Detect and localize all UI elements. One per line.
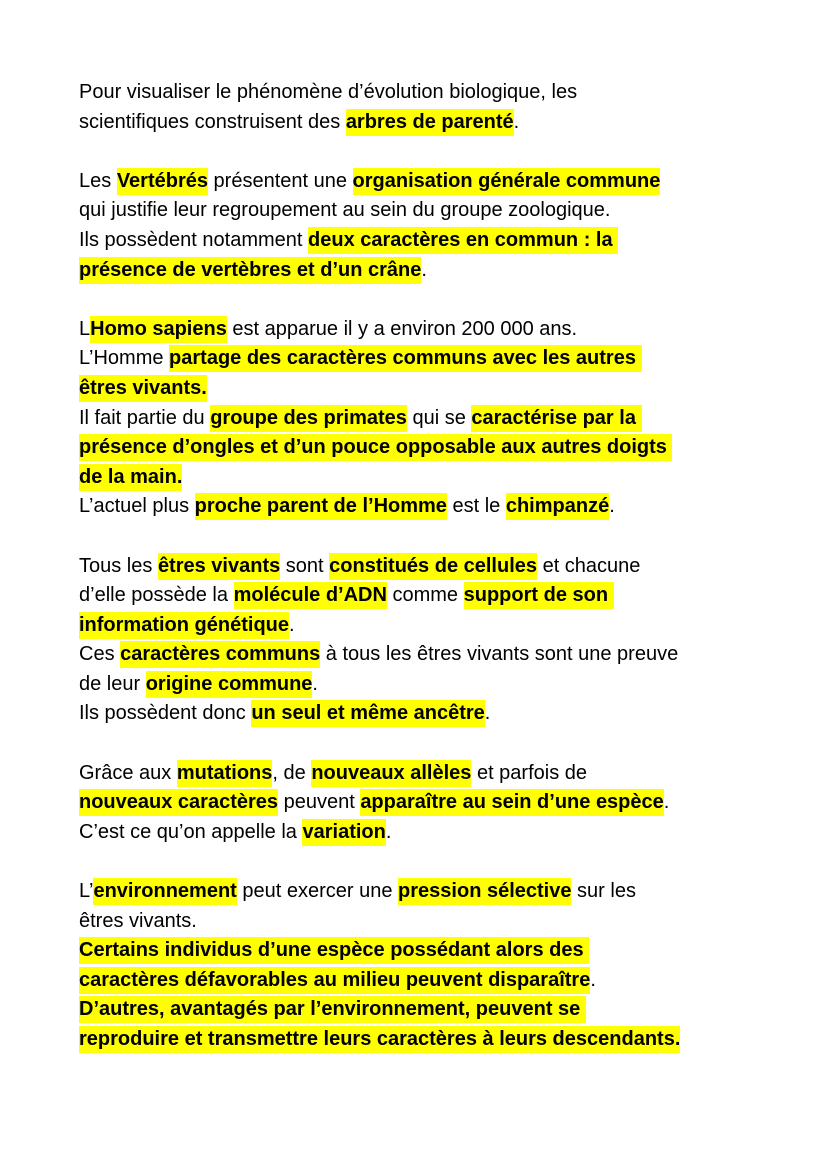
highlighted-text: mutations bbox=[177, 760, 273, 787]
highlighted-text: organisation générale commune bbox=[353, 168, 661, 195]
highlighted-text: D’autres, avantagés par l’environnement, peuvent se bbox=[79, 996, 586, 1023]
highlighted-text: êtres vivants. bbox=[79, 375, 207, 402]
highlighted-text: environnement bbox=[93, 878, 236, 905]
highlighted-text: Homo sapiens bbox=[90, 316, 227, 343]
text-line bbox=[79, 226, 779, 256]
text-segment: L bbox=[79, 317, 91, 340]
paragraph bbox=[79, 759, 779, 848]
text-segment: sont bbox=[280, 554, 330, 577]
text-line bbox=[79, 640, 779, 670]
text-segment: Tous les bbox=[79, 554, 158, 577]
highlighted-text: reproduire et transmettre leurs caractères à leurs descendants. bbox=[79, 1026, 680, 1053]
highlighted-text: caractères défavorables au milieu peuvent disparaître bbox=[79, 967, 590, 994]
text-line bbox=[79, 108, 779, 138]
text-line bbox=[79, 196, 779, 226]
highlighted-text: Certains individus d’une espèce possédant alors des bbox=[79, 937, 589, 964]
text-segment: à tous les êtres vivants sont une preuve bbox=[320, 643, 679, 666]
highlighted-text: information génétique bbox=[79, 612, 289, 639]
paragraph-spacer bbox=[79, 522, 779, 552]
text-segment: . bbox=[421, 258, 427, 281]
highlighted-text: nouveaux caractères bbox=[79, 789, 278, 816]
text-line bbox=[79, 78, 779, 108]
paragraph bbox=[79, 552, 779, 730]
paragraph-spacer bbox=[79, 729, 779, 759]
highlighted-text: présence de vertèbres et d’un crâne bbox=[79, 257, 421, 284]
text-line bbox=[79, 611, 779, 641]
text-line bbox=[79, 877, 779, 907]
text-line bbox=[79, 936, 779, 966]
text-segment: qui se bbox=[406, 406, 472, 429]
highlighted-text: molécule d’ADN bbox=[234, 582, 387, 609]
text-segment: L’ bbox=[79, 880, 94, 903]
text-segment: peuvent bbox=[278, 791, 361, 814]
text-line bbox=[79, 699, 779, 729]
text-line bbox=[79, 256, 779, 286]
text-line bbox=[79, 167, 779, 197]
text-segment: comme bbox=[386, 584, 464, 607]
highlighted-text: support de son bbox=[464, 582, 614, 609]
highlighted-text: caractérise par la bbox=[471, 405, 641, 432]
text-line bbox=[79, 404, 779, 434]
highlighted-text: pression sélective bbox=[398, 878, 571, 905]
paragraph bbox=[79, 315, 779, 522]
highlighted-text: origine commune bbox=[146, 671, 313, 698]
paragraph-spacer bbox=[79, 137, 779, 167]
text-segment: scientifiques construisent des bbox=[79, 110, 346, 133]
highlighted-text: arbres de parenté bbox=[346, 109, 514, 136]
highlighted-text: variation bbox=[302, 819, 385, 846]
highlighted-text: de la main. bbox=[79, 464, 182, 491]
text-segment: est le bbox=[446, 495, 506, 518]
highlighted-text: proche parent de l’Homme bbox=[195, 493, 447, 520]
highlighted-text: chimpanzé bbox=[506, 493, 609, 520]
text-line bbox=[79, 907, 779, 937]
text-line bbox=[79, 344, 779, 374]
text-line bbox=[79, 966, 779, 996]
text-segment: Ils possèdent donc bbox=[79, 702, 252, 725]
text-segment: d’elle possède la bbox=[79, 584, 234, 607]
text-line bbox=[79, 463, 779, 493]
highlighted-text: nouveaux allèles bbox=[311, 760, 471, 787]
highlighted-text: partage des caractères communs avec les autres bbox=[169, 345, 641, 372]
text-segment: . bbox=[609, 495, 615, 518]
text-segment: . bbox=[513, 110, 520, 133]
text-segment: . bbox=[289, 613, 295, 636]
paragraph-spacer bbox=[79, 285, 779, 315]
text-segment: C’est ce qu’on appelle la bbox=[79, 820, 303, 843]
text-line bbox=[79, 552, 779, 582]
paragraph-spacer bbox=[79, 847, 779, 877]
highlighted-text: deux caractères en commun : la bbox=[308, 227, 618, 254]
paragraph bbox=[79, 78, 779, 137]
text-line bbox=[79, 759, 779, 789]
text-line bbox=[79, 433, 779, 463]
text-segment: et parfois de bbox=[471, 761, 588, 784]
text-segment: L’Homme bbox=[79, 347, 170, 370]
text-segment: est apparue il y a environ 200 000 ans. bbox=[226, 317, 578, 340]
highlighted-text: groupe des primates bbox=[210, 405, 407, 432]
highlighted-text: apparaître au sein d’une espèce bbox=[360, 789, 663, 816]
text-segment: . bbox=[312, 672, 318, 695]
text-segment: et chacune bbox=[537, 554, 641, 577]
text-line bbox=[79, 818, 779, 848]
text-segment: Les bbox=[79, 169, 117, 192]
highlighted-text: présence d’ongles et d’un pouce opposable aux autres doigts bbox=[79, 434, 672, 461]
text-segment: , de bbox=[272, 761, 312, 784]
text-line bbox=[79, 492, 779, 522]
text-segment: Ces bbox=[79, 643, 121, 666]
paragraph bbox=[79, 877, 779, 1055]
text-segment: . bbox=[484, 702, 491, 725]
text-segment: Pour visualiser le phénomène d’évolution biologique, les bbox=[79, 81, 578, 103]
text-segment: L’actuel plus bbox=[79, 495, 195, 518]
text-segment: peut exercer une bbox=[236, 880, 399, 903]
text-line bbox=[79, 315, 779, 345]
text-line bbox=[79, 995, 779, 1025]
text-segment: . bbox=[590, 968, 596, 991]
text-line bbox=[79, 374, 779, 404]
text-segment: . bbox=[385, 820, 392, 843]
text-segment: êtres vivants. bbox=[79, 909, 197, 932]
text-segment: présentent une bbox=[207, 169, 353, 192]
highlighted-text: êtres vivants bbox=[158, 553, 280, 580]
text-line bbox=[79, 1025, 779, 1055]
text-line bbox=[79, 581, 779, 611]
text-segment: qui justifie leur regroupement au sein du groupe zoologique. bbox=[79, 199, 611, 222]
text-line bbox=[79, 670, 779, 700]
text-segment: . bbox=[663, 791, 670, 814]
document-page bbox=[79, 78, 779, 1055]
text-segment: Grâce aux bbox=[79, 761, 177, 784]
highlighted-text: Vertébrés bbox=[117, 168, 208, 195]
text-segment: Il fait partie du bbox=[79, 406, 211, 429]
paragraph bbox=[79, 167, 779, 285]
text-segment: sur les bbox=[571, 880, 636, 903]
highlighted-text: caractères communs bbox=[120, 641, 320, 668]
text-segment: Ils possèdent notamment bbox=[79, 228, 309, 251]
text-segment: de leur bbox=[79, 672, 146, 695]
highlighted-text: constitués de cellules bbox=[329, 553, 537, 580]
highlighted-text: un seul et même ancêtre bbox=[251, 700, 484, 727]
text-line bbox=[79, 788, 779, 818]
